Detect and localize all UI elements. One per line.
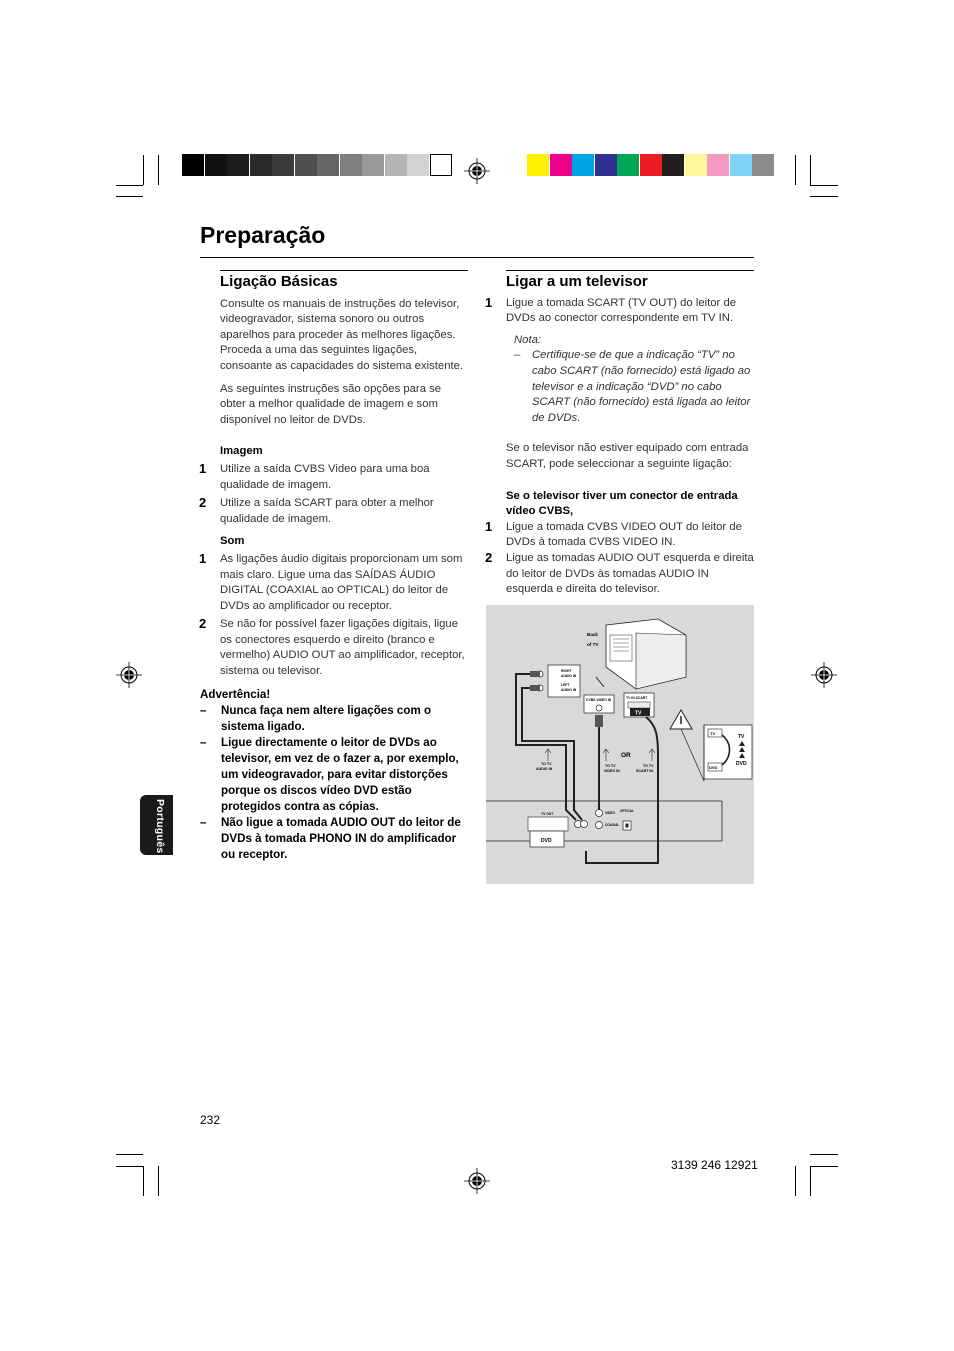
connection-diagram <box>486 605 754 884</box>
gray-swatch <box>295 154 317 176</box>
scart-socket-icon <box>628 702 650 708</box>
gray-swatch <box>182 154 204 176</box>
step-text: Utilize a saída SCART para obter a melhor qualidade de imagem. <box>220 497 434 525</box>
arrow-icon <box>596 677 604 687</box>
list-item <box>485 518 754 551</box>
color-swatch <box>550 154 572 176</box>
color-swatch <box>527 154 549 176</box>
warning-text: Não ligue a tomada AUDIO OUT do leitor de DVDs à tomada PHONO IN do amplificador ou receptor. <box>221 816 461 861</box>
gray-swatch <box>250 154 272 176</box>
optical-label: OPTICAL <box>620 809 634 813</box>
color-swatch <box>617 154 639 176</box>
video-label: VIDEO <box>605 811 615 815</box>
connection-diagram-svg <box>486 605 754 884</box>
rca-plug-icon <box>530 671 540 677</box>
gray-swatch <box>272 154 294 176</box>
warning-item <box>200 703 468 735</box>
note-item <box>514 348 754 426</box>
tv-label: TV <box>710 731 716 736</box>
gray-swatch <box>340 154 362 176</box>
tv-back-drawing <box>606 619 686 689</box>
optical-socket-icon <box>626 824 629 828</box>
dash: – <box>514 349 521 362</box>
color-swatch <box>685 154 707 176</box>
intro-paragraph: Consulte os manuais de instruções do televisor, videogravador, sistema sonoro ou outros aparelhos para proceder às melhores ligações. Proceda a uma das seguintes ligações, consoante as capacidades do sistema existente. <box>220 297 464 372</box>
rca-jack-icon <box>596 705 602 711</box>
to-tv-video-label: VIDEO IN <box>604 769 620 773</box>
rca-plug-icon <box>595 715 603 727</box>
note-block <box>506 333 754 427</box>
list-item <box>199 616 468 679</box>
right-audio-label: AUDIO IN <box>561 674 577 678</box>
dash: – <box>200 704 207 717</box>
tv-in-scart-label: TV IN SCART <box>626 696 648 700</box>
inset-pointer <box>681 725 704 781</box>
warning-item <box>200 815 468 863</box>
subheading-som: Som <box>220 535 245 548</box>
paragraph: Se o televisor não estiver equipado com entrada SCART, pode seleccionar a seguinte ligação: <box>506 442 749 470</box>
gray-swatch <box>205 154 227 176</box>
to-tv-audio-label: AUDIO IN <box>536 767 553 771</box>
scart-socket-icon <box>528 817 568 831</box>
to-tv-audio-label: TO TV <box>541 762 552 766</box>
back-of-tv-label: of TV <box>587 642 599 647</box>
step-number: 2 <box>485 549 493 565</box>
step-number: 2 <box>199 616 207 632</box>
list-item <box>199 550 468 614</box>
back-of-tv-label: Back <box>587 632 598 637</box>
to-tv-scart-label: TO TV <box>643 764 654 768</box>
list-item <box>485 294 754 327</box>
rca-jack-icon <box>581 821 588 828</box>
step-number: 1 <box>485 294 493 310</box>
gray-swatch <box>430 154 452 176</box>
color-swatch <box>662 154 684 176</box>
section-heading-basic: Ligação Básicas <box>220 273 338 290</box>
title-divider <box>200 257 754 258</box>
step-text: Ligue as tomadas AUDIO OUT esquerda e direita do leitor de DVDs às tomadas AUDIO IN esquerda e direita do televisor. <box>506 551 754 596</box>
step-text: Ligue a tomada CVBS VIDEO OUT do leitor de DVDs à tomada CVBS VIDEO IN. <box>506 520 742 549</box>
rca-plug-icon <box>530 685 540 691</box>
rca-jack-icon <box>596 822 603 829</box>
list-item <box>199 495 468 527</box>
registration-mark-icon <box>464 1168 490 1194</box>
dash: – <box>200 816 207 829</box>
color-swatch <box>752 154 774 176</box>
step-text: Se não for possível fazer ligações digitais, ligue os conectores esquerdo e direito (branco e vermelho) AUDIO OUT ao amplificador, receptor, sistema ou televisor. <box>220 618 465 678</box>
color-swatch <box>640 154 662 176</box>
subheading-imagem: Imagem <box>220 445 263 458</box>
section-divider <box>506 270 754 271</box>
gray-swatch <box>407 154 429 176</box>
audio-cable-left <box>522 688 582 820</box>
warning-label: Advertência! <box>200 688 271 701</box>
registration-mark-icon <box>116 662 142 688</box>
left-audio-label: LEFT <box>561 683 570 687</box>
gray-swatch <box>385 154 407 176</box>
page-title: Preparação <box>200 222 326 248</box>
gray-swatch <box>227 154 249 176</box>
gray-swatch <box>317 154 339 176</box>
dvd-label: DVD <box>709 765 718 770</box>
registration-mark-icon <box>464 158 490 184</box>
gray-swatch <box>362 154 384 176</box>
left-audio-label: AUDIO IN <box>561 688 577 692</box>
right-column <box>485 270 754 598</box>
to-tv-video-label: TO TV <box>605 764 616 768</box>
tv-label: TV <box>738 734 745 740</box>
step-number: 1 <box>485 518 493 534</box>
step-text: Utilize a saída CVBS Video para uma boa qualidade de imagem. <box>220 462 430 491</box>
registration-mark-icon <box>811 662 837 688</box>
tv-out-label: TV OUT <box>541 812 554 816</box>
list-item <box>485 549 754 598</box>
section-divider <box>220 270 468 271</box>
warning-block <box>200 687 468 863</box>
step-number: 2 <box>199 495 207 511</box>
to-tv-scart-label: SCART IN <box>636 769 653 773</box>
rca-jack-icon <box>596 810 603 817</box>
coaxial-label: COAXIAL <box>605 823 620 827</box>
language-tab <box>140 795 173 855</box>
subheading-cvbs: Se o televisor tiver um conector de entrada vídeo CVBS, <box>506 489 738 518</box>
left-column <box>199 270 468 680</box>
color-swatch <box>595 154 617 176</box>
tv-label: TV <box>635 710 642 717</box>
step-number: 1 <box>199 550 207 566</box>
color-swatch <box>730 154 752 176</box>
color-swatch <box>572 154 594 176</box>
cvbs-video-in-label: CVBS VIDEO IN <box>586 698 612 702</box>
or-label: OR <box>621 752 631 759</box>
step-text: As ligações áudio digitais proporcionam um som mais claro. Ligue uma das SAÍDAS ÁUDIO DIGITAL (COAXIAL ao OPTICAL) do leitor de DVDs ao amplificador ou receptor. <box>220 552 463 612</box>
note-label: Nota: <box>514 333 542 346</box>
language-tab-label: Português <box>154 799 166 854</box>
step-text: Ligue a tomada SCART (TV OUT) do leitor de DVDs ao conector correspondente em TV IN. <box>506 296 737 325</box>
page-number: 232 <box>200 1113 221 1127</box>
warning-text: Ligue directamente o leitor de DVDs ao televisor, em vez de o fazer a, por exemplo, um videogravador, para evitar distorções porque os discos vídeo DVD estão protegidos contra as cópias. <box>221 736 459 813</box>
note-text: Certifique-se de que a indicação “TV” no cabo SCART (não fornecido) está ligado ao televisor e a indicação “DVD” no cabo SCART (não fornecido) está ligada ao leitor de DVDs. <box>532 349 751 424</box>
right-audio-label: RIGHT <box>561 669 572 673</box>
document-code: 3139 246 12921 <box>671 1158 758 1172</box>
step-number: 1 <box>199 460 207 476</box>
color-swatch <box>707 154 729 176</box>
dvd-label: DVD <box>541 838 552 844</box>
dvd-label: DVD <box>736 761 747 767</box>
section-heading-tv: Ligar a um televisor <box>506 273 648 290</box>
dash: – <box>200 736 207 749</box>
warning-text: Nunca faça nem altere ligações com o sistema ligado. <box>221 704 432 733</box>
warning-item <box>200 735 468 815</box>
list-item <box>199 460 468 493</box>
intro-paragraph: As seguintes instruções são opções para se obter a melhor qualidade de imagem e som disponível no leitor de DVDs. <box>220 382 442 426</box>
